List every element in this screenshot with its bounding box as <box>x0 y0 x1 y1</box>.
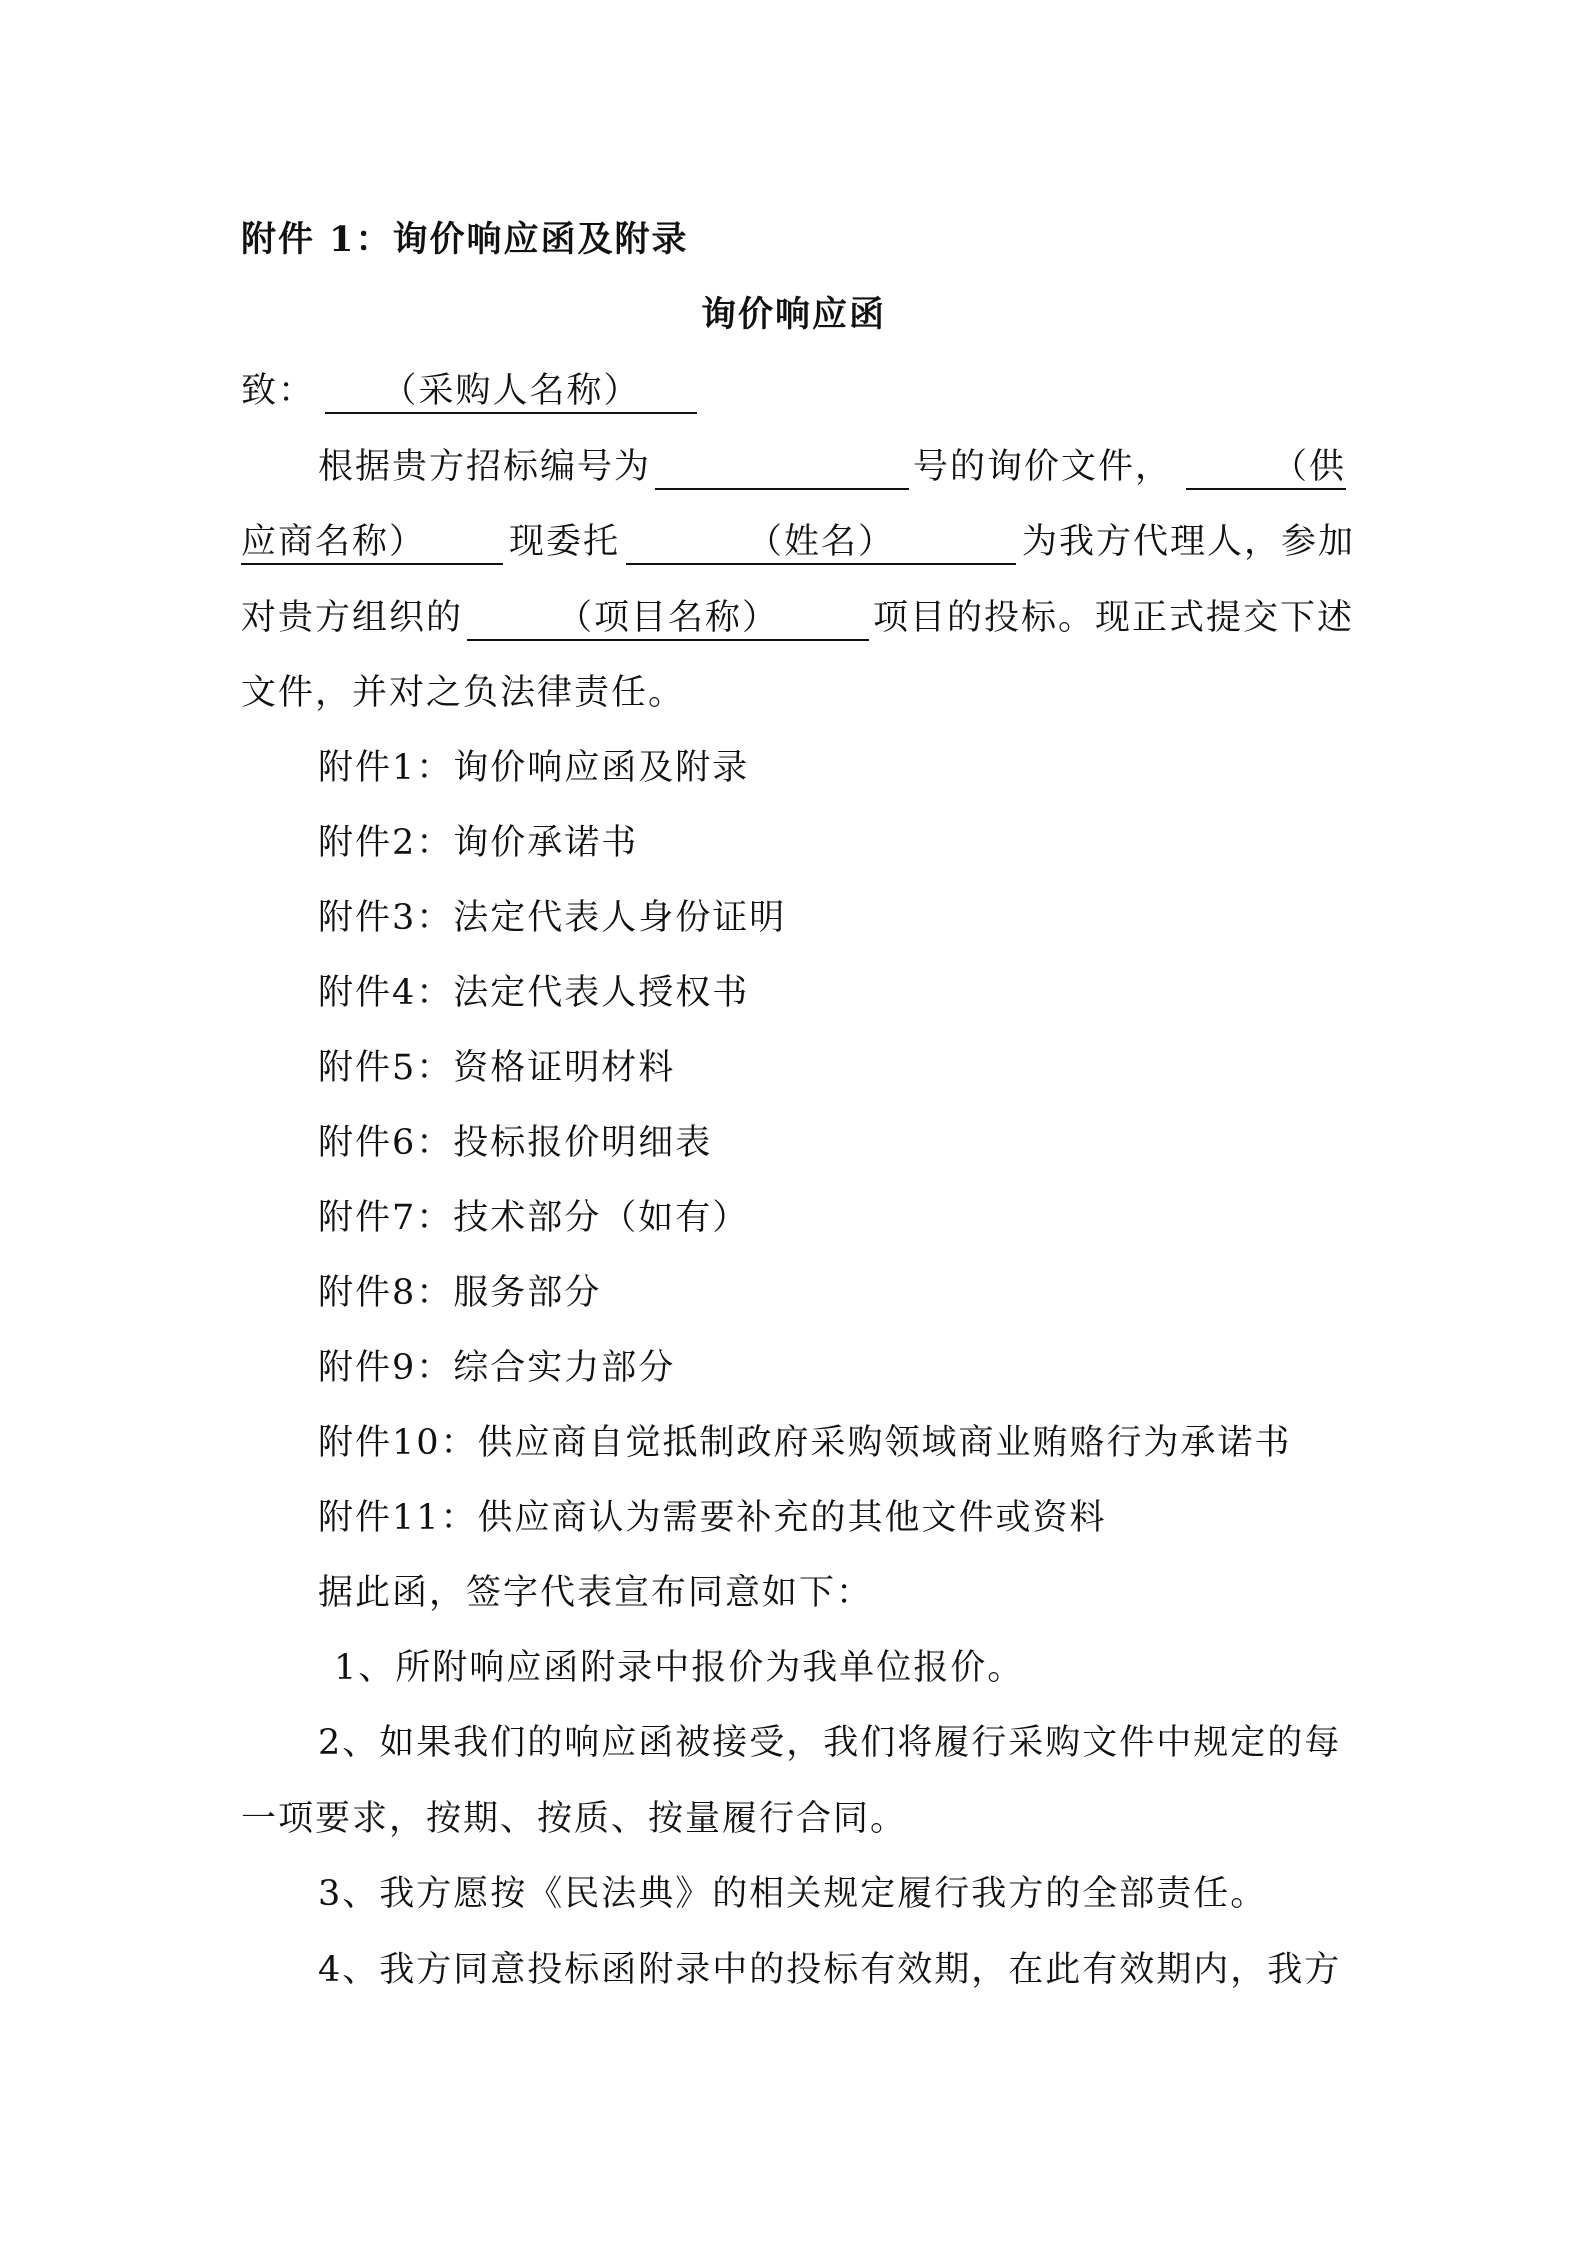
clause-3: 3、我方愿按《民法典》的相关规定履行我方的全部责任。 <box>318 1874 1268 1914</box>
clause-1: 1、所附响应函附录中报价为我单位报价。 <box>334 1648 1025 1688</box>
attachment-item-5: 附件5：资格证明材料 <box>318 1048 676 1088</box>
addressee-line <box>241 369 1351 414</box>
attachment-item-2: 附件2：询价承诺书 <box>318 823 639 863</box>
project-name-blank: （项目名称） <box>467 597 869 641</box>
attachment-item-11: 附件11：供应商认为需要补充的其他文件或资料 <box>318 1498 1107 1538</box>
document-title: 询价响应函 <box>700 294 886 335</box>
body-line-2 <box>241 520 1356 565</box>
attachment-item-8: 附件8：服务部分 <box>318 1273 602 1313</box>
attachment-item-3: 附件3：法定代表人身份证明 <box>318 898 787 938</box>
agent-role-text: 为我方代理人，参加 <box>1022 522 1356 562</box>
agent-name-blank: （姓名） <box>626 521 1016 565</box>
body-line-4: 文件，并对之负法律责任。 <box>241 673 686 713</box>
body-line-1 <box>318 445 1351 490</box>
attachment-item-10: 附件10：供应商自觉抵制政府采购领域商业贿赂行为承诺书 <box>318 1423 1292 1463</box>
addressee-label: 致： <box>241 371 316 411</box>
supplier-name-blank-end: 应商名称） <box>241 521 503 565</box>
tender-number-prefix: 根据贵方招标编号为 <box>318 447 652 487</box>
project-prefix: 对贵方组织的 <box>241 598 464 638</box>
project-suffix: 项目的投标。现正式提交下述 <box>873 598 1355 638</box>
clause-4-line-1: 4、我方同意投标函附录中的投标有效期，在此有效期内，我方 <box>318 1950 1342 1990</box>
tender-number-suffix: 号的询价文件， <box>913 447 1173 487</box>
purchaser-name-blank: （采购人名称） <box>325 370 697 414</box>
clause-2-line-1: 2、如果我们的响应函被接受，我们将履行采购文件中规定的每 <box>318 1723 1342 1763</box>
tender-number-blank <box>655 446 909 490</box>
attachment-header: 附件 1：询价响应函及附录 <box>241 219 689 260</box>
attachment-item-6: 附件6：投标报价明细表 <box>318 1123 713 1163</box>
attachment-item-4: 附件4：法定代表人授权书 <box>318 973 750 1013</box>
body-line-3 <box>241 596 1355 641</box>
supplier-name-blank-start: （供 <box>1186 446 1346 490</box>
attachment-item-9: 附件9：综合实力部分 <box>318 1348 676 1388</box>
clause-2-line-2: 一项要求，按期、按质、按量履行合同。 <box>241 1799 908 1839</box>
appoint-text: 现委托 <box>509 522 621 562</box>
declaration-line: 据此函，签字代表宣布同意如下： <box>318 1573 874 1613</box>
attachment-item-7: 附件7：技术部分（如有） <box>318 1198 750 1238</box>
attachment-item-1: 附件1：询价响应函及附录 <box>318 748 750 788</box>
